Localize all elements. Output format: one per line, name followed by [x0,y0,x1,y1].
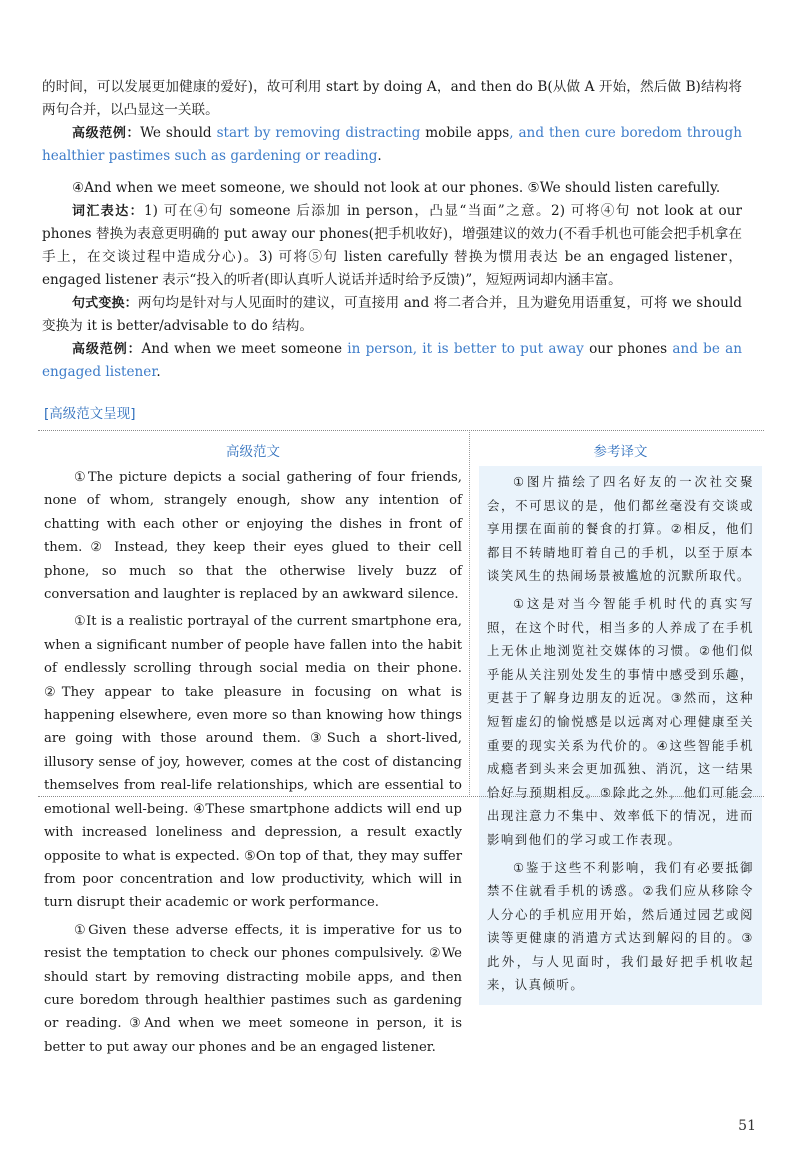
original-sentences [42,177,742,200]
essay-paragraph-2: ①It is a realistic portrayal of the current smartphone era, when a significant number of people have fallen into the habit of endlessly scrolling through social media on their phone. ②They appear to take pleasure in focusing on what is happening elsewhere, even more so than knowing how things are going with those around them. ③Such a short-lived, illusory sense of joy, however, comes at the cost of distancing themselves from real-life relationships, which are essential to emotional well-being. ④These smartphone addicts will end up with increased loneliness and depression, a result exactly opposite to what is expected. ⑤On top of that, they may suffer from poor concentration and low productivity, which will in turn disrupt their academic or work performance. [44,614,462,911]
example-text: . [156,364,161,380]
example-text: mobile apps [420,125,510,141]
syntax-text: 两句均是针对与人见面时的建议，可直接用 and 将二者合并，且为避免用语重复，可将 we should 变换为 it is better/advisable to do 结构。 [42,295,742,334]
example-text: We should [140,125,217,141]
translation-paragraph-1: ①图片描绘了四名好友的一次社交聚会，不可思议的是，他们都丝毫没有交谈或享用摆在面前的餐食的打算。②相反，他们都目不转睛地盯着自己的手机，以至于原本谈笑风生的热闹场景被尴尬的沉默所取代。 [487,474,754,584]
model-essay [44,466,462,1063]
analysis-text: 的时间，可以发展更加健康的爱好)，故可利用 start by doing A，and then do B(从做 A 开始，然后做 B)结构将两句合并，以凸显这一关联。 [42,79,742,118]
translation-paragraph-3: ①鉴于这些不利影响，我们有必要抵御禁不住就看手机的诱惑。②我们应从移除令人分心的手机应用开始，然后通过园艺或阅读等更健康的消遣方式达到解闷的目的。③此外，与人见面时，我们最好把手机收起来，认真倾听。 [487,859,754,993]
vocab-paragraph [42,200,742,292]
syntax-label: 句式变换： [72,296,138,311]
syntax-paragraph [42,292,742,338]
example-highlight: , and then cure boredom through healthier pastimes such as gardening or reading [42,125,742,164]
essay-paragraph-3: ①Given these adverse effects, it is imperative for us to resist the temptation to check our phones compulsively. ②We should start by removing distracting mobile apps, and then cure boredom through healthier pastimes such as gardening or reading. ③And when we meet someone in person, it is better to put away our phones and be an engaged listener. [44,922,462,1055]
example-highlight: , it is better to put away [412,341,584,357]
example-label: 高级范例： [72,126,141,141]
example-highlight: and be an engaged listener [42,341,742,380]
translation-paragraph-2: ①这是对当今智能手机时代的真实写照，在这个时代，相当多的人养成了在手机上无休止地浏览社交媒体的习惯。②他们似乎能从关注别处发生的事情中感受到乐趣，更甚于了解身边朋友的近况。③然而，这种短暂虚幻的愉悦感是以远离对心理健康至关重要的现实关系为代价的。④这些智能手机成瘾者到头来会更加孤独、消沉，这一结果恰好与预期相反。⑤除此之外，他们可能会出现注意力不集中、效率低下的情况，进而影响到他们的学习或工作表现。 [487,595,754,847]
page-number: 51 [738,1118,756,1134]
top-divider [38,430,764,431]
section-tag: [高级范文呈现] [44,406,136,422]
right-column-title: 参考译文 [593,444,648,460]
original-sentence-text: ④And when we meet someone, we should not look at our phones. ⑤We should listen carefully. [72,180,721,196]
example-label: 高级范例： [72,342,142,357]
essay-paragraph-1: ①The picture depicts a social gathering of four friends, none of whom, strangely enough, show any intention of chatting with each other or enjoying the dishes in front of them. ② Instead, they keep their eyes glued to their cell phone, so much so that the otherwise lively buzz of conversation and laughter is replaced by an awkward silence. [44,470,462,603]
left-column-title: 高级范文 [226,444,280,460]
example-text: our phones [583,341,673,357]
analysis-paragraph [42,76,742,122]
example-highlight: in person [347,341,413,357]
example-highlight: start by removing distracting [216,125,421,141]
vocab-text: 1) 可在④句 someone 后添加 in person，凸显“当面”之意。2) 可将④句 not look at our phones 替换为表意更明确的 put away our phones(把手机收好)，增强建议的效力(不看手机也可能会把手机拿在手上，在交谈过程中造成分心)。3) 可将⑤句 listen carefully 替换为惯用表达 be an engaged listener，engaged listener 表示“投入的听者(即认真听人说话并适时给予反馈)”，短短两词却内涵丰富。 [42,203,742,288]
analysis-section [42,76,742,384]
column-divider [469,432,470,795]
example-sentence-1 [42,122,742,168]
translation-panel [479,466,762,1005]
example-text: And when we meet someone [141,341,348,357]
vocab-label: 词汇表达： [72,204,145,219]
bottom-divider [38,796,764,797]
example-text: . [377,148,382,164]
example-sentence-2 [42,338,742,384]
